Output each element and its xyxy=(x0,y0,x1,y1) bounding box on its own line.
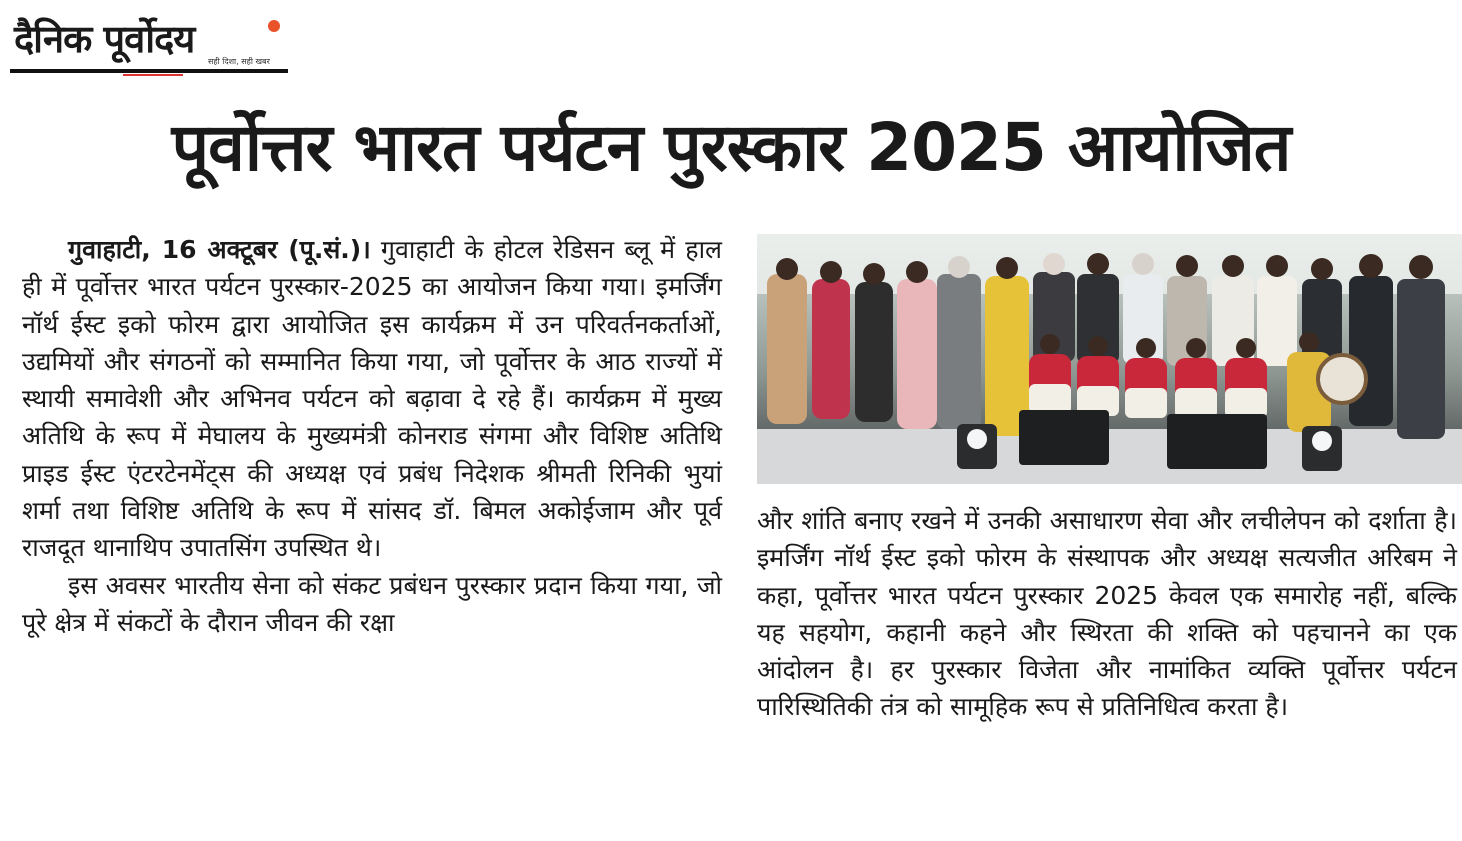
event-photo xyxy=(757,234,1462,484)
masthead-accent-rule xyxy=(123,74,183,76)
article-paragraph-2-continued xyxy=(757,502,1457,726)
masthead-rule xyxy=(10,69,288,73)
headline: पूर्वोत्तर भारत पर्यटन पुरस्कार 2025 आयोजित xyxy=(171,109,1291,186)
dateline: गुवाहाटी, 16 अक्टूबर (पू.सं.)। xyxy=(68,235,371,264)
paragraph-2-text-left: इस अवसर भारतीय सेना को संकट प्रबंधन पुरस्कार प्रदान किया गया, जो पूरे क्षेत्र में संकटों के दौरान जीवन की रक्षा xyxy=(22,570,722,637)
event-photo-image xyxy=(757,234,1462,484)
article-paragraph-2 xyxy=(22,567,722,642)
logo-dot-icon xyxy=(268,20,280,32)
newspaper-tagline: सही दिशा, सही खबर xyxy=(208,57,270,66)
masthead xyxy=(8,8,288,74)
paragraph-2-text-right: और शांति बनाए रखने में उनकी असाधारण सेवा और लचीलेपन को दर्शाता है। इमर्जिंग नॉर्थ ईस्ट इको फोरम के संस्थापक और अध्यक्ष सत्यजीत अरिबम ने कहा, पूर्वोत्तर भारत पर्यटन पुरस्कार 2025 केवल एक समारोह नहीं, बल्कि यह सहयोग, कहानी कहने और स्थिरता की शक्ति को पहचानने का एक आंदोलन है। हर पुरस्कार विजेता और नामांकित व्यक्ति पूर्वोत्तर पर्यटन पारिस्थितिकी तंत्र को सामूहिक रूप से प्रतिनिधित्व करता है। xyxy=(757,506,1457,722)
paragraph-1-text: गुवाहाटी के होटल रेडिसन ब्लू में हाल ही में पूर्वोत्तर भारत पर्यटन पुरस्कार-2025 का आयोजन किया गया। इमर्जिंग नॉर्थ ईस्ट इको फोरम द्वारा आयोजित इस कार्यक्रम में उन परिवर्तनकर्ताओं, उद्यमियों और संगठनों को सम्मानित किया गया, जो पूर्वोत्तर के आठ राज्यों में स्थायी समावेशी और अभिनव पर्यटन को बढ़ावा दे रहे हैं। कार्यक्रम में मुख्य अतिथि के रूप में मेघालय के मुख्यमंत्री कोनराड संगमा और विशिष्ट अतिथि प्राइड ईस्ट एंटरटेनमेंट्स की अध्यक्ष एवं प्रबंध निदेशक श्रीमती रिनिकी भुयां शर्मा तथा विशिष्ट अतिथि के रूप में सांसद डॉ. बिमल अकोईजाम और पूर्व राजदूत थानाथिप उपातसिंग उपस्थित थे। xyxy=(22,235,722,563)
article-column-left xyxy=(22,231,722,641)
article-paragraph-1 xyxy=(22,231,722,567)
article-column-right xyxy=(757,502,1457,726)
newspaper-logo: दैनिक पूर्वोदय xyxy=(14,17,195,61)
